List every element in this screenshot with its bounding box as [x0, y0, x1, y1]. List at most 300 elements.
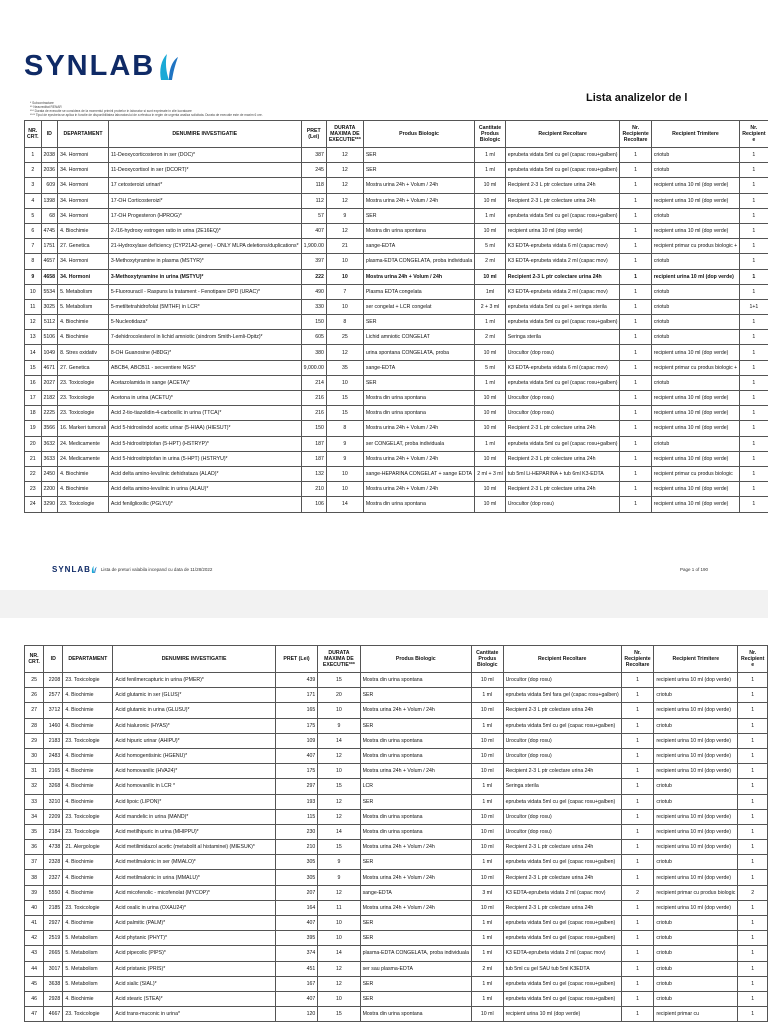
cell-quantity: 2 + 3 ml [475, 299, 506, 314]
cell-row-number: 35 [25, 824, 44, 839]
cell-quantity: 3 ml [471, 885, 503, 900]
cell-quantity: 10 ml [475, 406, 506, 421]
cell-duration: 20 [318, 688, 360, 703]
cell-department: 5. Metabolism [63, 931, 113, 946]
cell-shipping-count: 1 [740, 451, 768, 466]
cell-shipping-container: criotub [651, 284, 739, 299]
column-header-id: ID [44, 646, 63, 673]
cell-collection-count: 1 [620, 406, 651, 421]
cell-price: 175 [275, 764, 318, 779]
cell-biological-product: Mostra urina 24h + Volum / 24h [360, 764, 471, 779]
cell-biological-product: Mostra din urina spontana [360, 673, 471, 688]
cell-collection-container: Recipient 2-3 L ptr colectare urina 24h [503, 764, 621, 779]
cell-collection-container: tub 5ml Li-HEPARINA + tub 6ml K3-EDTA [505, 466, 620, 481]
cell-department: 34. Hormoni [58, 193, 109, 208]
cell-row-number: 41 [25, 916, 44, 931]
cell-price: 407 [275, 916, 318, 931]
cell-quantity: 1 ml [471, 688, 503, 703]
table-row [25, 794, 768, 809]
cell-price: 230 [275, 824, 318, 839]
cell-biological-product: SER [360, 976, 471, 991]
cell-collection-container: K3 EDTA-eprubeta vidata 6 ml (capac mov) [505, 360, 620, 375]
cell-department: 4. Biochimie [63, 991, 113, 1006]
cell-id: 2577 [44, 688, 63, 703]
cell-id: 5550 [44, 885, 63, 900]
cell-collection-count: 1 [620, 208, 651, 223]
cell-collection-container: Recipient 2-3 L ptr colectare urina 24h [505, 451, 620, 466]
cell-shipping-count: 1 [740, 239, 768, 254]
table-row [25, 764, 768, 779]
cell-investigation-name: Acid metilmalonic in urina (MMALU)* [113, 870, 275, 885]
cell-shipping-count: 1 [738, 976, 768, 991]
cell-id: 3017 [44, 961, 63, 976]
table-row [25, 809, 768, 824]
cell-collection-container: Recipient 2-3 L ptr colectare urina 24h [503, 840, 621, 855]
cell-collection-count: 1 [621, 976, 654, 991]
cell-collection-container: recipient urina 10 ml (dop verde) [505, 223, 620, 238]
cell-duration: 9 [318, 718, 360, 733]
cell-duration: 9 [326, 208, 363, 223]
column-header-department: DEPARTAMENT [58, 121, 109, 148]
cell-investigation-name: Acid sialic (SIAL)* [113, 976, 275, 991]
cell-shipping-container: recipient urina 10 ml (dop verde) [654, 733, 738, 748]
cell-price: 57 [301, 208, 326, 223]
leaf-logo-icon [157, 52, 179, 82]
cell-id: 1049 [41, 345, 58, 360]
cell-row-number: 12 [25, 315, 42, 330]
cell-id: 3712 [44, 703, 63, 718]
cell-duration: 12 [326, 193, 363, 208]
cell-duration: 11 [318, 900, 360, 915]
cell-shipping-container: recipient urina 10 ml (dop verde) [654, 900, 738, 915]
cell-collection-count: 1 [621, 733, 654, 748]
table-row [25, 223, 768, 238]
cell-collection-count: 1 [620, 223, 651, 238]
cell-collection-count: 1 [621, 1007, 654, 1022]
cell-shipping-count: 1 [740, 223, 768, 238]
cell-collection-count: 1 [620, 315, 651, 330]
cell-collection-container: Recipient 2-3 L ptr colectare urina 24h [503, 870, 621, 885]
cell-shipping-count: 1 [738, 794, 768, 809]
cell-collection-count: 1 [621, 840, 654, 855]
cell-price: 132 [301, 466, 326, 481]
cell-department: 27. Genetica [58, 360, 109, 375]
cell-quantity: 10 ml [471, 764, 503, 779]
cell-id: 2200 [41, 482, 58, 497]
cell-department: 4. Biochimie [63, 718, 113, 733]
cell-price: 106 [301, 497, 326, 512]
cell-shipping-container: criotub [651, 163, 739, 178]
cell-shipping-count: 1 [738, 703, 768, 718]
cell-department: 4. Biochimie [63, 748, 113, 763]
cell-investigation-name: 11-Deoxycorticosteron in ser (DOC)* [108, 148, 301, 163]
cell-quantity: 5 ml [475, 239, 506, 254]
cell-collection-container: Seringa sterila [503, 779, 621, 794]
cell-shipping-container: criotub [654, 961, 738, 976]
cell-investigation-name: Acid delta amino-levulinic in urina (ALAU)* [108, 482, 301, 497]
table-row [25, 360, 768, 375]
cell-department: 16. Markeri tumorali [58, 421, 109, 436]
cell-shipping-count: 1 [740, 466, 768, 481]
table-row [25, 330, 768, 345]
cell-investigation-name: Acid pristanic (PRIS)* [113, 961, 275, 976]
cell-id: 4745 [41, 223, 58, 238]
cell-investigation-name: 11-Deoxycortisol in ser (DCORT)* [108, 163, 301, 178]
cell-investigation-name: Acetona in urina (ACETU)* [108, 391, 301, 406]
table-row [25, 375, 768, 390]
cell-shipping-count: 1 [740, 375, 768, 390]
cell-quantity: 10 ml [471, 809, 503, 824]
cell-shipping-count: 1 [740, 269, 768, 284]
table-row [25, 482, 768, 497]
table-header [25, 646, 768, 673]
cell-row-number: 39 [25, 885, 44, 900]
cell-price: 109 [275, 733, 318, 748]
cell-price: 216 [301, 406, 326, 421]
cell-shipping-container: recipient primar cu [654, 1007, 738, 1022]
cell-shipping-container: recipient urina 10 ml (dop verde) [654, 703, 738, 718]
cell-quantity: 10 ml [471, 673, 503, 688]
cell-collection-count: 1 [621, 900, 654, 915]
legend-notes [30, 101, 263, 117]
cell-department: 23. Toxicologie [63, 900, 113, 915]
cell-quantity: 1 ml [471, 946, 503, 961]
cell-collection-count: 1 [620, 497, 651, 512]
cell-collection-container: eprubeta vidata 5ml fara gel (capac rosu+galben) [503, 688, 621, 703]
cell-duration: 10 [318, 931, 360, 946]
cell-shipping-container: criotub [651, 436, 739, 451]
cell-collection-container: Recipient 2-3 L ptr colectare urina 24h [503, 900, 621, 915]
cell-row-number: 18 [25, 406, 42, 421]
cell-shipping-count: 1 [738, 855, 768, 870]
cell-collection-count: 1 [621, 824, 654, 839]
cell-row-number: 31 [25, 764, 44, 779]
cell-row-number: 6 [25, 223, 42, 238]
cell-department: 24. Medicamente [58, 451, 109, 466]
cell-investigation-name: Acid phytanic (PHYT)* [113, 931, 275, 946]
cell-collection-count: 1 [621, 961, 654, 976]
cell-shipping-container: recipient primar cu produs biologic [654, 885, 738, 900]
cell-biological-product: Mostra din urina spontana [360, 824, 471, 839]
cell-collection-container: K3 EDTA-eprubeta vidata 6 ml (capac mov) [505, 239, 620, 254]
cell-duration: 35 [326, 360, 363, 375]
cell-id: 3210 [44, 794, 63, 809]
cell-collection-count: 1 [621, 870, 654, 885]
cell-duration: 21 [326, 239, 363, 254]
cell-row-number: 17 [25, 391, 42, 406]
cell-id: 2928 [44, 991, 63, 1006]
cell-shipping-container: criotub [651, 148, 739, 163]
cell-investigation-name: Acid lipoic (LIPON)* [113, 794, 275, 809]
cell-department: 4. Biochimie [63, 885, 113, 900]
cell-investigation-name: 17 cetosteroizi urinari* [108, 178, 301, 193]
cell-duration: 12 [318, 885, 360, 900]
cell-row-number: 22 [25, 466, 42, 481]
cell-shipping-count: 1 [740, 391, 768, 406]
cell-price: 9,000.00 [301, 360, 326, 375]
cell-duration: 14 [318, 733, 360, 748]
cell-quantity: 1 ml [475, 436, 506, 451]
cell-department: 4. Biochimie [63, 794, 113, 809]
cell-shipping-container: criotub [654, 718, 738, 733]
cell-id: 2038 [41, 148, 58, 163]
cell-department: 27. Genetica [58, 239, 109, 254]
cell-department: 23. Toxicologie [58, 406, 109, 421]
cell-shipping-count: 1 [740, 360, 768, 375]
column-header-quantity: Cantitate Produs Biologic [471, 646, 503, 673]
table-row [25, 991, 768, 1006]
table-row [25, 421, 768, 436]
cell-investigation-name: Acid 5-hidroxitriptofan in urina (5-HPT) (HSTRYU)* [108, 451, 301, 466]
cell-duration: 14 [318, 946, 360, 961]
table-row [25, 840, 768, 855]
cell-shipping-container: recipient urina 10 ml (dop verde) [651, 451, 739, 466]
cell-row-number: 11 [25, 299, 42, 314]
cell-duration: 9 [326, 436, 363, 451]
cell-biological-product: SER [363, 148, 474, 163]
cell-row-number: 23 [25, 482, 42, 497]
cell-quantity: 10 ml [475, 482, 506, 497]
cell-price: 187 [301, 436, 326, 451]
cell-price: 451 [275, 961, 318, 976]
cell-id: 2328 [44, 855, 63, 870]
cell-price: 407 [275, 991, 318, 1006]
cell-investigation-name: 8-OH Guanosine (H8DG)* [108, 345, 301, 360]
cell-quantity: 10 ml [475, 269, 506, 284]
cell-quantity: 1 ml [471, 976, 503, 991]
cell-biological-product: SER [360, 931, 471, 946]
cell-biological-product: Mostra urina 24h + Volum / 24h [363, 178, 474, 193]
cell-duration: 9 [326, 451, 363, 466]
cell-id: 2027 [41, 375, 58, 390]
cell-price: 210 [301, 482, 326, 497]
cell-row-number: 4 [25, 193, 42, 208]
cell-collection-count: 1 [620, 451, 651, 466]
cell-price: 214 [301, 375, 326, 390]
table-row [25, 946, 768, 961]
cell-quantity: 1 ml [471, 718, 503, 733]
cell-row-number: 45 [25, 976, 44, 991]
cell-shipping-container: recipient urina 10 ml (dop verde) [651, 223, 739, 238]
cell-price: 387 [301, 148, 326, 163]
cell-shipping-count: 1 [738, 840, 768, 855]
cell-collection-container: eprubeta vidata 5ml cu gel (capac rosu+galben) [505, 375, 620, 390]
cell-collection-container: Urocultor (dop rosu) [505, 406, 620, 421]
cell-price: 115 [275, 809, 318, 824]
cell-collection-count: 1 [620, 330, 651, 345]
cell-id: 4658 [41, 269, 58, 284]
cell-id: 2036 [41, 163, 58, 178]
cell-id: 1460 [44, 718, 63, 733]
cell-quantity: 10 ml [471, 748, 503, 763]
cell-row-number: 38 [25, 870, 44, 885]
cell-department: 34. Hormoni [58, 208, 109, 223]
cell-shipping-container: criotub [654, 688, 738, 703]
cell-investigation-name: Acid homogentisinic (HGENU)* [113, 748, 275, 763]
cell-shipping-container: recipient urina 10 ml (dop verde) [654, 824, 738, 839]
cell-id: 3268 [44, 779, 63, 794]
cell-duration: 15 [326, 406, 363, 421]
cell-shipping-container: recipient urina 10 ml (dop verde) [651, 497, 739, 512]
cell-biological-product: LCR [360, 779, 471, 794]
document-title: Lista analizelor de l [586, 92, 688, 104]
cell-biological-product: sange-EDTA [363, 239, 474, 254]
cell-quantity: 1 ml [471, 794, 503, 809]
cell-price: 207 [275, 885, 318, 900]
table-row [25, 1007, 768, 1022]
cell-duration: 7 [326, 284, 363, 299]
cell-shipping-container: criotub [651, 208, 739, 223]
table-row [25, 885, 768, 900]
cell-quantity: 10 ml [475, 497, 506, 512]
cell-department: 4. Biochimie [63, 779, 113, 794]
cell-investigation-name: Acid fenilglioxilic (PGLYU)* [108, 497, 301, 512]
cell-shipping-count: 1 [740, 330, 768, 345]
cell-shipping-count: 1 [738, 961, 768, 976]
cell-collection-container: recipient urina 10 ml (dop verde) [503, 1007, 621, 1022]
cell-price: 380 [301, 345, 326, 360]
cell-biological-product: Mostra din urina spontana [363, 223, 474, 238]
column-header-collection-count: Nr. Recipiente Recoltare [621, 646, 654, 673]
cell-investigation-name: 17-OH Corticosteroizi* [108, 193, 301, 208]
table-row [25, 148, 768, 163]
cell-shipping-count: 1 [738, 748, 768, 763]
cell-row-number: 34 [25, 809, 44, 824]
cell-id: 5112 [41, 315, 58, 330]
table-row [25, 284, 768, 299]
cell-price: 175 [275, 718, 318, 733]
cell-department: 34. Hormoni [58, 254, 109, 269]
cell-shipping-container: recipient urina 10 ml (dop verde) [654, 870, 738, 885]
cell-biological-product: SER [360, 916, 471, 931]
cell-biological-product: plasma-EDTA CONGELATA, proba individuala [363, 254, 474, 269]
cell-duration: 14 [318, 824, 360, 839]
cell-department: 5. Metabolism [63, 976, 113, 991]
cell-quantity: 10 ml [471, 1007, 503, 1022]
cell-collection-container: eprubeta vidata 5ml cu gel (capac rosu+galben) [503, 855, 621, 870]
cell-collection-count: 1 [620, 178, 651, 193]
cell-price: 150 [301, 421, 326, 436]
cell-collection-container: Urocultor (dop rosu) [505, 497, 620, 512]
cell-investigation-name: Acid homovanilic in LCR * [113, 779, 275, 794]
cell-department: 5. Metabolism [63, 946, 113, 961]
cell-price: 193 [275, 794, 318, 809]
cell-biological-product: sange-HEPARINA CONGELAT + sange EDTA [363, 466, 474, 481]
note-line: * Subcontractare [30, 101, 54, 105]
cell-collection-count: 1 [621, 946, 654, 961]
cell-id: 2225 [41, 406, 58, 421]
table-row [25, 855, 768, 870]
cell-row-number: 9 [25, 269, 42, 284]
cell-duration: 10 [326, 375, 363, 390]
cell-duration: 15 [318, 779, 360, 794]
cell-department: 21. Alergologie [63, 840, 113, 855]
cell-row-number: 36 [25, 840, 44, 855]
cell-collection-container: eprubeta vidata 5ml cu gel (capac rosu+galben) [505, 148, 620, 163]
cell-collection-count: 1 [620, 345, 651, 360]
cell-id: 2665 [44, 946, 63, 961]
cell-collection-container: Urocultor (dop rosu) [505, 391, 620, 406]
cell-duration: 10 [326, 466, 363, 481]
cell-biological-product: Mostra urina 24h + Volum / 24h [363, 451, 474, 466]
cell-shipping-container: criotub [654, 946, 738, 961]
analysis-table-page-2 [24, 645, 768, 1022]
note-line: ** Neacreditat RENAR [30, 105, 62, 109]
cell-biological-product: SER [360, 718, 471, 733]
cell-row-number: 8 [25, 254, 42, 269]
cell-row-number: 33 [25, 794, 44, 809]
cell-id: 3638 [44, 976, 63, 991]
cell-id: 3566 [41, 421, 58, 436]
cell-row-number: 42 [25, 931, 44, 946]
cell-investigation-name: Acid trans-muconic in urina* [113, 1007, 275, 1022]
cell-row-number: 21 [25, 451, 42, 466]
column-header-collection-container: Recipient Recoltare [503, 646, 621, 673]
cell-duration: 8 [326, 421, 363, 436]
cell-collection-count: 1 [621, 703, 654, 718]
cell-duration: 12 [318, 809, 360, 824]
cell-biological-product: SER [363, 163, 474, 178]
cell-investigation-name: 5-Fluorouracil - Raspuns la tratament - Fenotipare DPD (URAC)* [108, 284, 301, 299]
cell-collection-count: 1 [621, 916, 654, 931]
cell-collection-container: Recipient 2-3 L ptr colectare urina 24h [503, 703, 621, 718]
cell-id: 2327 [44, 870, 63, 885]
cell-biological-product: Mostra din urina spontana [363, 391, 474, 406]
table-row [25, 931, 768, 946]
table-row [25, 451, 768, 466]
cell-shipping-container: recipient primar cu produs biologic [651, 466, 739, 481]
cell-shipping-count: 1 [740, 345, 768, 360]
cell-shipping-container: recipient primar cu produs biologic + [651, 239, 739, 254]
cell-collection-count: 1 [620, 466, 651, 481]
cell-collection-container: Recipient 2-3 L ptr colectare urina 24h [505, 193, 620, 208]
cell-investigation-name: Acid hialuronic (HYAS)* [113, 718, 275, 733]
cell-shipping-count: 1 [738, 946, 768, 961]
cell-investigation-name: Acid homovanilic (HVA24)* [113, 764, 275, 779]
cell-investigation-name: Acid stearic (STEA)* [113, 991, 275, 1006]
cell-biological-product: Mostra din urina spontana [363, 497, 474, 512]
cell-biological-product: Mostra din urina spontana [363, 406, 474, 421]
cell-biological-product: Mostra urina 24h + Volum / 24h [363, 269, 474, 284]
footer-leaf-icon [91, 565, 97, 574]
cell-collection-container: eprubeta vidata 5ml cu gel (capac rosu+galben) [505, 315, 620, 330]
cell-shipping-container: recipient urina 10 ml (dop verde) [651, 269, 739, 284]
cell-biological-product: sange-EDTA [363, 360, 474, 375]
cell-quantity: 10 ml [471, 733, 503, 748]
cell-department: 24. Medicamente [58, 436, 109, 451]
cell-collection-container: tub 5ml cu gel SAU tub 5ml K3EDTA [503, 961, 621, 976]
table-row [25, 269, 768, 284]
cell-investigation-name: ABCB4, ABCB11 - secventiere NGS* [108, 360, 301, 375]
table-row [25, 436, 768, 451]
cell-quantity: 1 ml [475, 163, 506, 178]
cell-price: 150 [301, 315, 326, 330]
cell-biological-product: ser sau plasma-EDTA [360, 961, 471, 976]
cell-investigation-name: Acid palmitic (PALM)* [113, 916, 275, 931]
cell-collection-container: Seringa sterila [505, 330, 620, 345]
cell-collection-container: Urocultor (dop rosu) [505, 345, 620, 360]
cell-shipping-count: 1 [738, 824, 768, 839]
footer-logo: SYNLAB [52, 565, 91, 574]
cell-price: 374 [275, 946, 318, 961]
cell-investigation-name: Acid pipecolic (PIPS)* [113, 946, 275, 961]
cell-shipping-count: 1 [740, 254, 768, 269]
cell-quantity: 1ml [475, 284, 506, 299]
cell-id: 4657 [41, 254, 58, 269]
column-header-shipping-count: Nr. Recipient e [740, 121, 768, 148]
table-row [25, 345, 768, 360]
cell-investigation-name: Acid oxalic in urina (OXAU24)* [113, 900, 275, 915]
